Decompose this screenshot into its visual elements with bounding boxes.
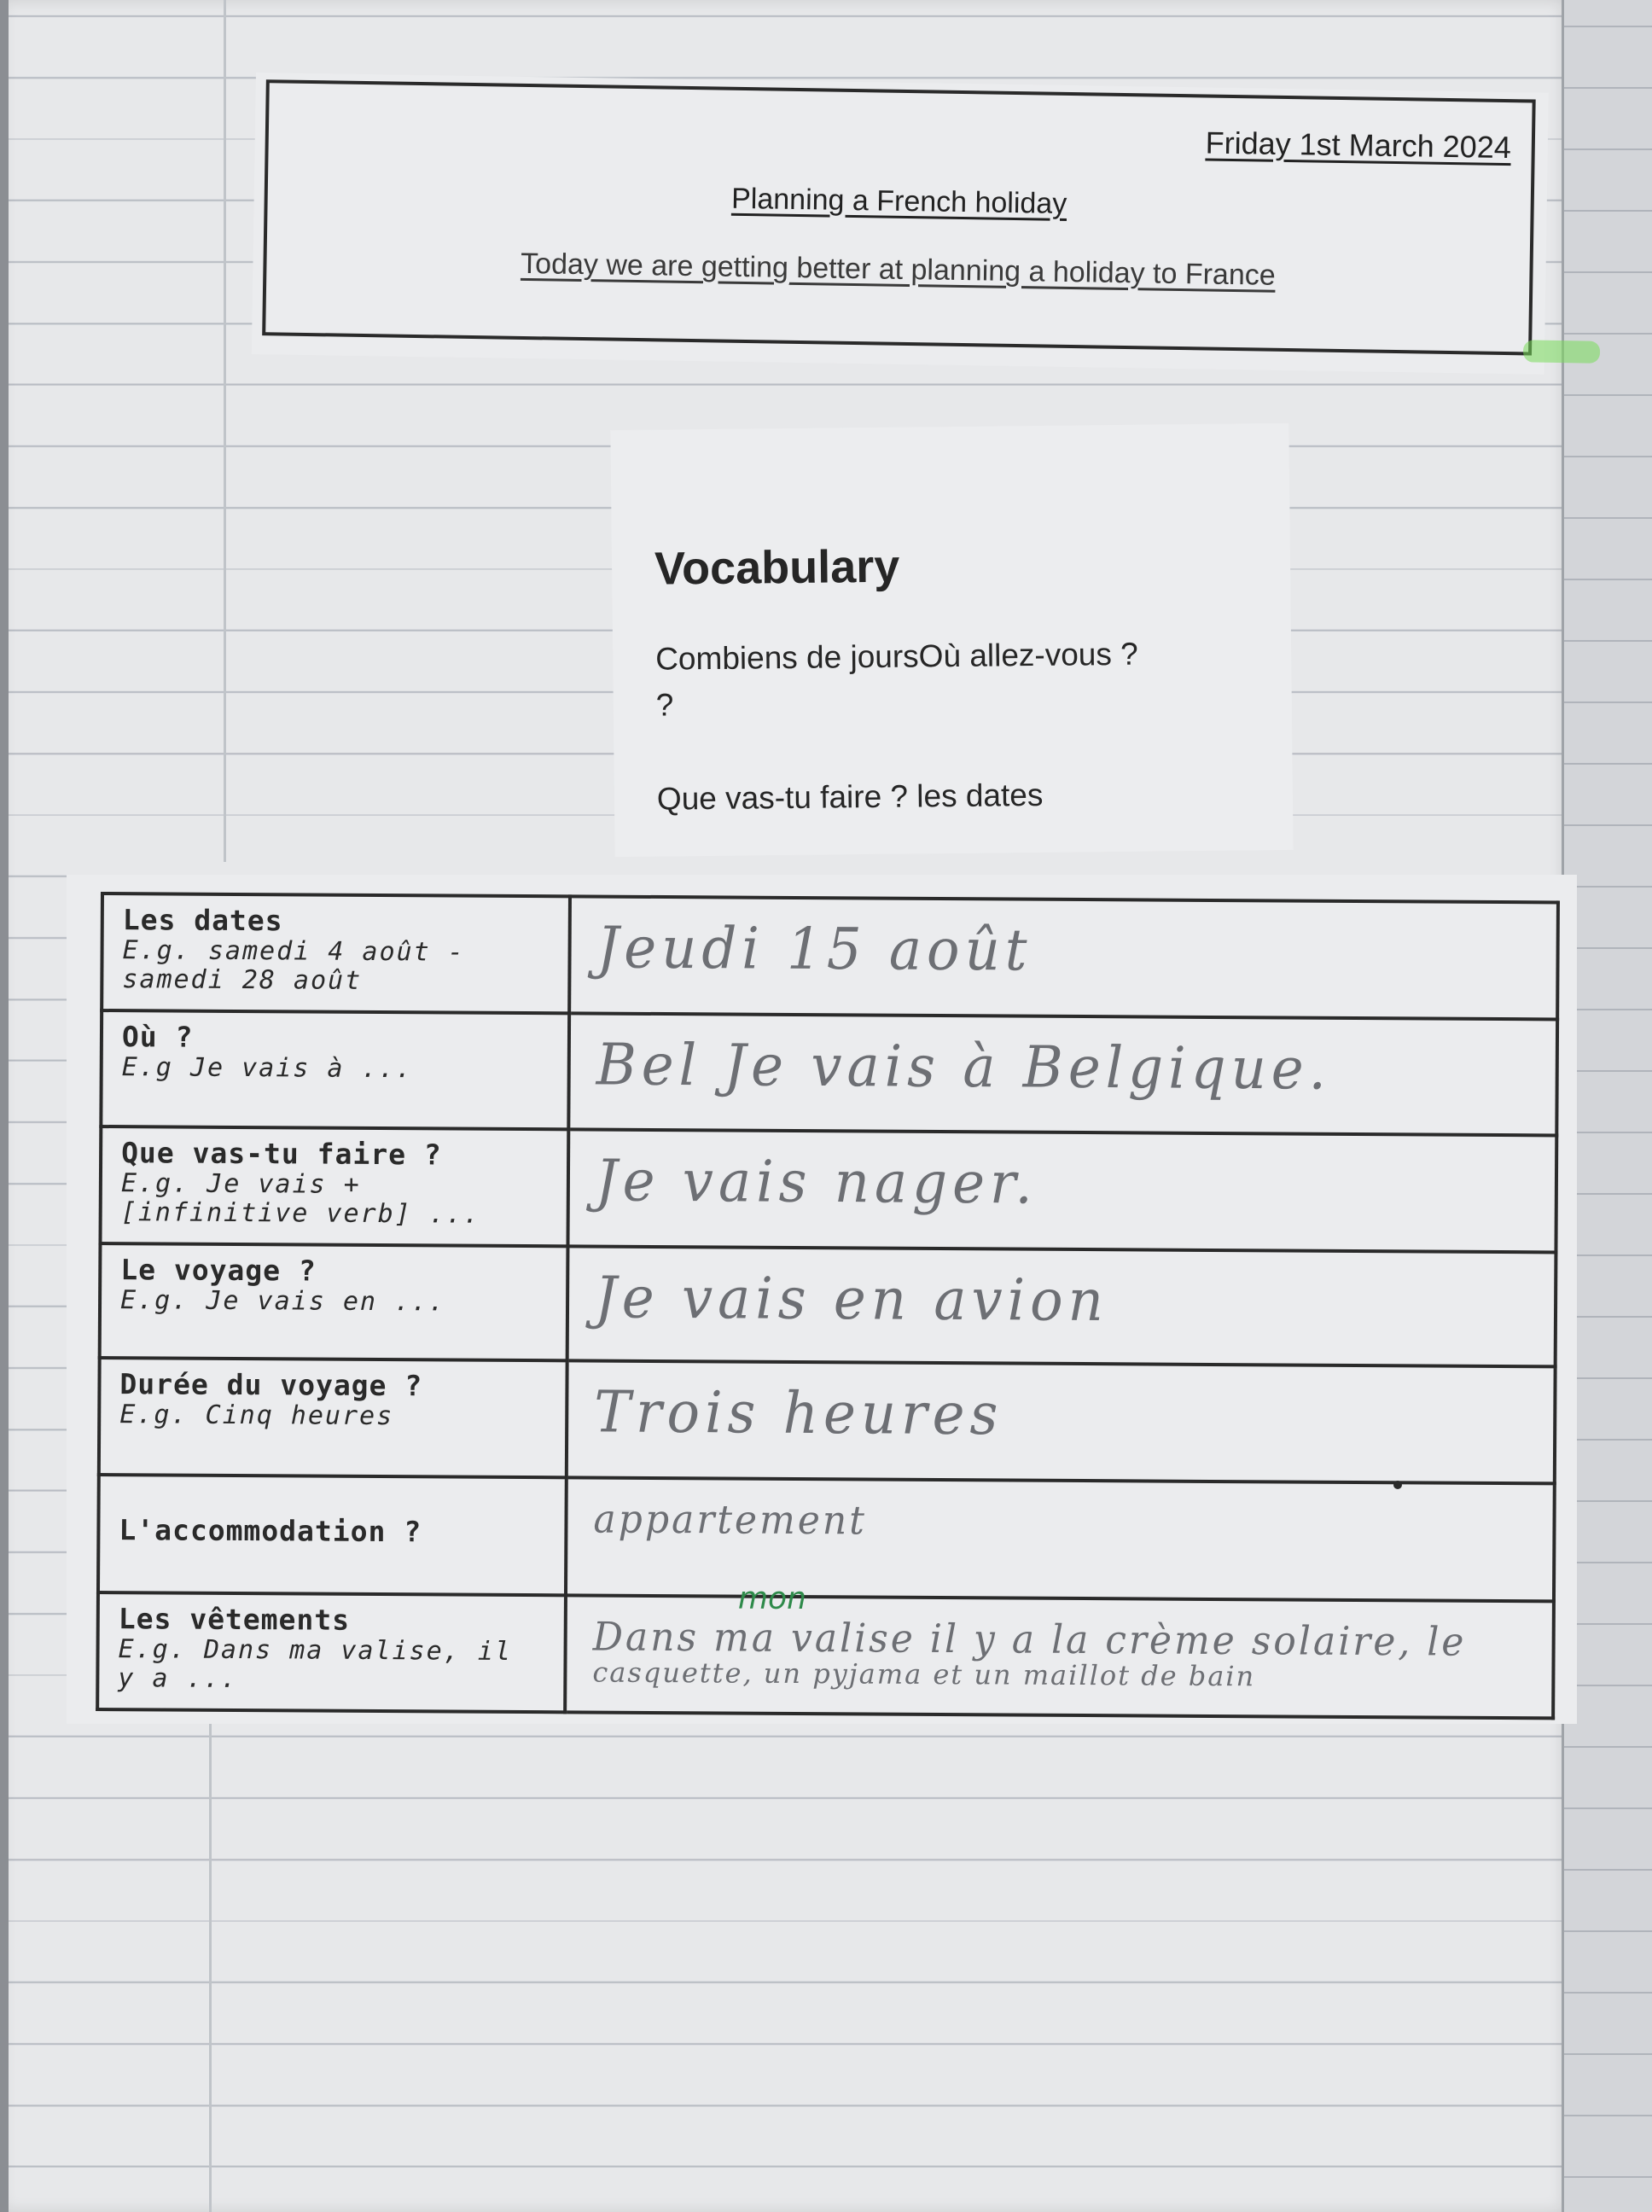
- prompt-label: Que vas-tu faire ?: [121, 1135, 442, 1171]
- table-row: [100, 1126, 1556, 1253]
- lesson-title: Planning a French holiday: [730, 182, 1067, 220]
- handwritten-answer-continued: casquette, un pyjama et un maillot de bain: [592, 1656, 1256, 1692]
- answer-cell: [569, 896, 1558, 1019]
- prompt-cell: [99, 1358, 567, 1478]
- prompt-cell: [100, 1126, 568, 1247]
- table-row: [98, 1475, 1555, 1601]
- table-row: [99, 1358, 1556, 1484]
- highlighter-mark: [1523, 340, 1600, 363]
- answer-cell: [567, 1129, 1556, 1252]
- margin-line: [224, 0, 226, 862]
- margin-line-lower: [209, 1724, 212, 2212]
- prompt-example: E.g. Je vais + [infinitive verb] ...: [120, 1167, 481, 1230]
- lesson-objective: Today we are getting better at planning a holiday to France: [520, 247, 1276, 292]
- handwritten-answer: Trois heures: [594, 1379, 1003, 1449]
- vocabulary-line: ?: [655, 687, 674, 723]
- answer-cell: [568, 1014, 1557, 1135]
- handwritten-answer: appartement: [593, 1496, 868, 1545]
- prompt-label: Les dates: [122, 903, 283, 938]
- prompt-cell: [102, 894, 570, 1014]
- table-row: [102, 894, 1558, 1020]
- prompt-cell: [98, 1475, 567, 1595]
- prompt-label: Le voyage ?: [120, 1252, 317, 1288]
- handwritten-answer: Bel Je vais à Belgique.: [596, 1032, 1332, 1103]
- prompt-example: E.g. Cinq heures: [119, 1400, 394, 1432]
- teacher-correction: mon: [737, 1580, 807, 1616]
- holiday-planning-table: [96, 892, 1560, 1720]
- vocabulary-line: Que vas-tu faire ? les dates: [656, 777, 1044, 817]
- header-sheet: [252, 73, 1549, 375]
- prompt-example: E.g Je vais à ...: [121, 1052, 413, 1085]
- table-row: [97, 1592, 1554, 1719]
- prompt-example: E.g. Je vais en ...: [119, 1284, 446, 1318]
- answer-cell: [566, 1478, 1555, 1601]
- vocabulary-line: Combiens de joursOù allez-vous ?: [654, 636, 1138, 677]
- worksheet-sheet: [67, 875, 1577, 1724]
- prompt-label: L'accommodation ?: [119, 1513, 422, 1549]
- handwritten-answer: Je vais nager.: [595, 1147, 1038, 1217]
- handwritten-answer: Je vais en avion: [594, 1265, 1109, 1335]
- answer-cell: [567, 1360, 1556, 1483]
- lesson-date: Friday 1st March 2024: [1205, 125, 1512, 166]
- handwritten-answer: Dans ma valise il y a la crème solaire, le: [592, 1614, 1467, 1665]
- answer-cell: [565, 1580, 1554, 1718]
- prompt-label: Où ?: [121, 1020, 194, 1054]
- prompt-cell: [101, 1010, 569, 1129]
- prompt-label: Les vêtements: [118, 1601, 351, 1637]
- prompt-cell: [97, 1592, 566, 1713]
- answer-cell: [567, 1246, 1556, 1366]
- vocabulary-card: [610, 423, 1293, 857]
- prompt-label: Durée du voyage ?: [119, 1367, 423, 1403]
- vocabulary-title: Vocabulary: [654, 540, 900, 595]
- table-row: [100, 1243, 1556, 1367]
- header-box: [262, 79, 1536, 355]
- table-row: [101, 1010, 1557, 1135]
- prompt-example: E.g. samedi 4 août - samedi 28 août: [122, 935, 465, 996]
- ink-speck: [1393, 1481, 1402, 1489]
- prompt-example: E.g. Dans ma valise, il y a ...: [118, 1633, 513, 1694]
- handwritten-answer: Jeudi 15 août: [596, 915, 1032, 985]
- prompt-cell: [100, 1243, 568, 1361]
